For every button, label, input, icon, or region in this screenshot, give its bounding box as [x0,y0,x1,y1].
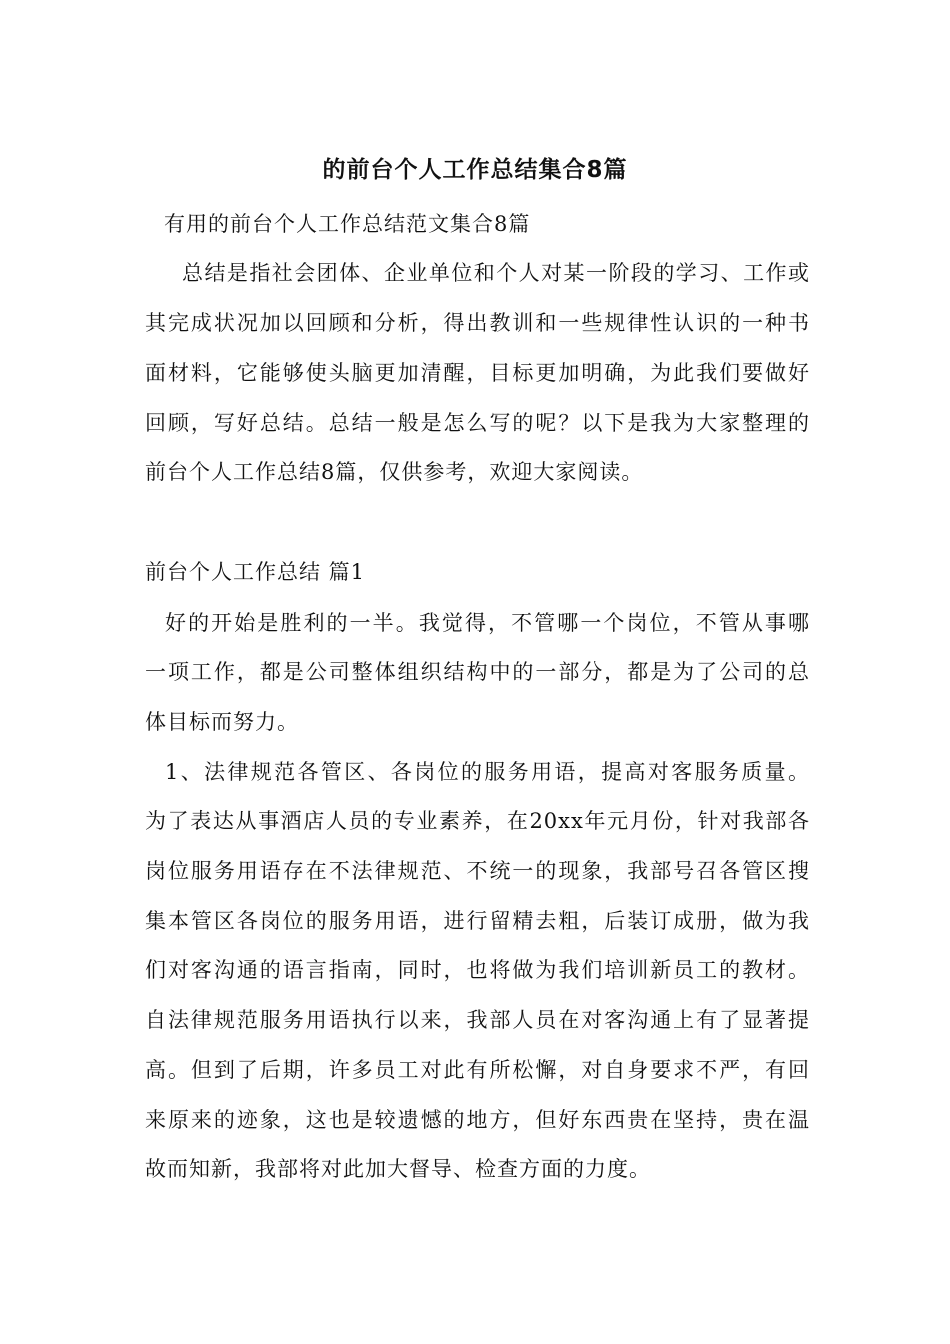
intro-line: 其完成状况加以回顾和分析，得出教训和一些规律性认识的一种书 [145,311,810,335]
intro-line: 总结是指社会团体、企业单位和个人对某一阶段的学习、工作或 [182,261,810,285]
item-line: 们对客沟通的语言指南，同时，也将做为我们培训新员工的教材。 [145,958,810,982]
intro-line: 回顾，写好总结。总结一般是怎么写的呢？以下是我为大家整理的 [145,411,810,435]
item-line: 集本管区各岗位的服务用语，进行留精去粗，后装订成册，做为我 [145,909,810,933]
item-line: 岗位服务用语存在不法律规范、不统一的现象，我部号召各管区搜 [145,859,810,883]
intro-line: 面材料，它能够使头脑更加清醒，目标更加明确，为此我们要做好 [145,361,810,385]
item-line: 来原来的迹象，这也是较遗憾的地方，但好东西贵在坚持，贵在温 [145,1108,810,1132]
paragraph-line: 好的开始是胜利的一半。我觉得，不管哪一个岗位，不管从事哪 [165,611,810,635]
paragraph-line: 体目标而努力。 [145,710,299,734]
item-line: 故而知新，我部将对此加大督导、检查方面的力度。 [145,1157,651,1181]
document-title: 的前台个人工作总结集合8篇 [322,157,628,183]
item-line: 为了表达从事酒店人员的专业素养，在20xx年元月份，针对我部各 [145,809,810,833]
item-line: 高。但到了后期，许多员工对此有所松懈，对自身要求不严，有回 [145,1058,810,1082]
document-subtitle: 有用的前台个人工作总结范文集合8篇 [164,212,531,236]
intro-line: 前台个人工作总结8篇，仅供参考，欢迎大家阅读。 [145,460,644,484]
section-heading: 前台个人工作总结 篇1 [145,560,366,584]
item-line: 自法律规范服务用语执行以来，我部人员在对客沟通上有了显著提 [145,1008,810,1032]
paragraph-line: 一项工作，都是公司整体组织结构中的一部分，都是为了公司的总 [145,660,810,684]
item-line: 1、法律规范各管区、各岗位的服务用语，提高对客服务质量。 [165,760,810,784]
